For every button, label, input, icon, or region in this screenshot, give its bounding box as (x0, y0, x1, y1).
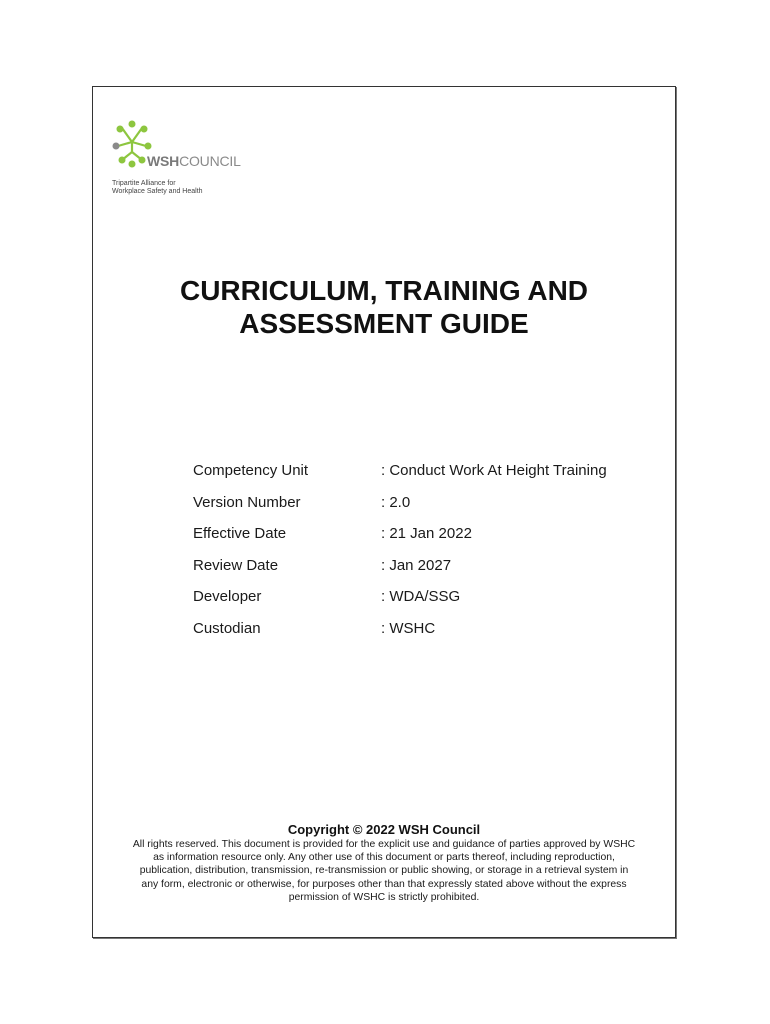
detail-value: : 2.0 (381, 493, 411, 511)
copyright-line: any form, electronic or otherwise, for purposes other than that expressly stated above without the express (141, 878, 627, 890)
copyright-line: permission of WSHC is strictly prohibited. (288, 891, 480, 903)
copyright-notice (92, 822, 676, 904)
detail-value: : 21 Jan 2022 (381, 525, 472, 543)
logo-tagline-line2: Workplace Safety and Health (112, 188, 203, 195)
document-title-line2: ASSESSMENT GUIDE (239, 308, 529, 339)
detail-row-developer (193, 588, 653, 620)
logo-brand-light: COUNCIL (179, 153, 241, 169)
detail-label: Version Number (193, 493, 301, 511)
copyright-line: All rights reserved. This document is provided for the explicit use and guidance of parties approved by WSHC (132, 839, 636, 850)
copyright-line: as information resource only. Any other use of this document or parts thereof, including reproduction, (153, 852, 615, 864)
copyright-line: publication, distribution, transmission, re-transmission or public showing, or storage in a retrieval system in (139, 865, 629, 877)
detail-row-effective-date (193, 525, 653, 557)
copyright-title: Copyright © 2022 WSH Council (287, 822, 481, 837)
copyright-body (92, 838, 676, 904)
logo-brand-bold: WSH (147, 153, 180, 169)
detail-label: Developer (193, 588, 262, 606)
document-title (92, 274, 676, 340)
detail-row-version-number (193, 494, 653, 526)
logo-tagline-line1: Tripartite Alliance for (112, 180, 176, 187)
detail-label: Effective Date (193, 525, 287, 543)
detail-label: Custodian (193, 619, 261, 637)
detail-value: : WSHC (381, 619, 436, 637)
logo-tagline (112, 180, 203, 196)
detail-row-custodian (193, 620, 653, 652)
document-details (193, 462, 653, 652)
detail-row-review-date (193, 557, 653, 589)
logo-emblem-icon (110, 120, 170, 180)
logo-wordmark (147, 153, 241, 169)
wsh-council-logo (110, 120, 280, 200)
detail-row-competency-unit (193, 462, 653, 494)
detail-value: : Conduct Work At Height Training (381, 462, 607, 479)
detail-label: Competency Unit (193, 462, 309, 479)
detail-value: : WDA/SSG (381, 588, 461, 606)
document-title-line1: CURRICULUM, TRAINING AND (179, 275, 589, 306)
detail-label: Review Date (193, 556, 279, 574)
detail-value: : Jan 2027 (381, 556, 452, 574)
